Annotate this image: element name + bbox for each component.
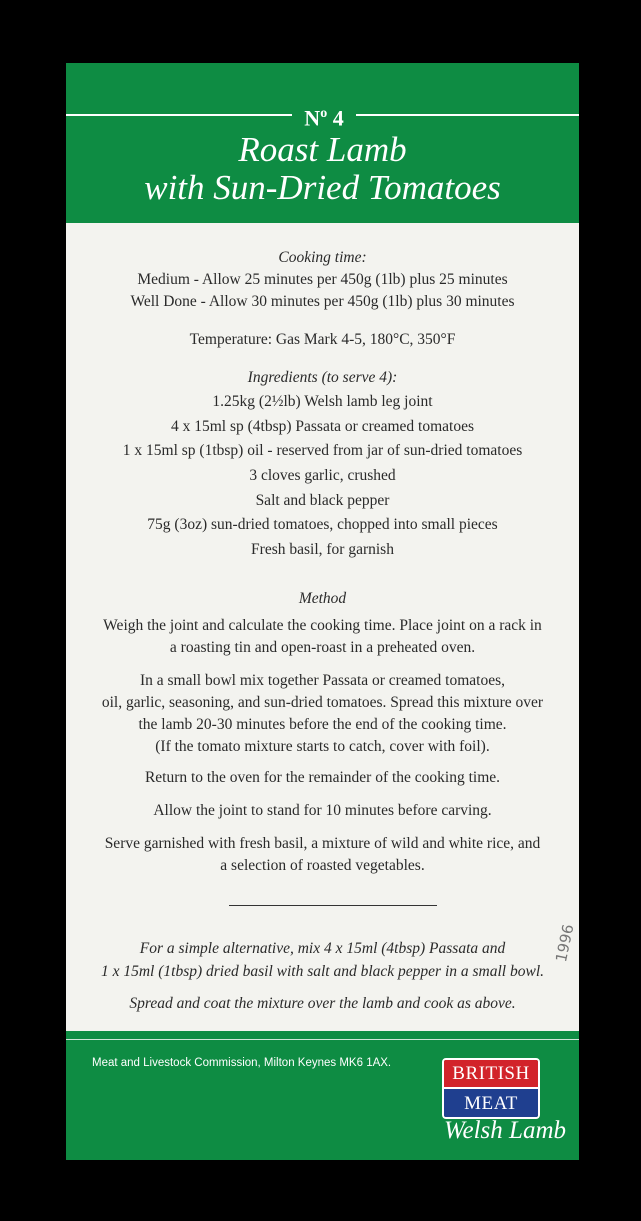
recipe-footer — [66, 1031, 579, 1160]
british-meat-logo — [442, 1058, 540, 1119]
temperature: Temperature: Gas Mark 4-5, 180°C, 350°F — [189, 331, 456, 348]
ingredient-item: 1.25kg (2½lb) Welsh lamb leg joint — [212, 393, 433, 410]
recipe-body — [66, 223, 579, 1031]
method-line: Weigh the joint and calculate the cooking time. Place joint on a rack in — [103, 617, 542, 634]
ingredient-item: 75g (3oz) sun-dried tomatoes, chopped into small pieces — [147, 516, 498, 533]
method-line: In a small bowl mix together Passata or creamed tomatoes, — [139, 672, 505, 689]
title-line-1: Roast Lamb — [238, 130, 407, 169]
alternative-line: For a simple alternative, mix 4 x 15ml (4tbsp) Passata and — [139, 940, 506, 957]
cooking-time-well-done: Well Done - Allow 30 minutes per 450g (1lb) plus 30 minutes — [130, 293, 515, 310]
recipe-number: $N^o$ 4 — [304, 105, 344, 131]
alternative-line: Spread and coat the mixture over the lamb and cook as above. — [129, 995, 516, 1012]
ingredient-item: Fresh basil, for garnish — [251, 541, 394, 558]
cooking-time-medium: Medium - Allow 25 minutes per 450g (1lb) plus 25 minutes — [137, 271, 508, 288]
cooking-time-label: Cooking time: — [278, 249, 367, 266]
recipe-number-row — [66, 99, 579, 129]
method-line: Allow the joint to stand for 10 minutes before carving. — [153, 802, 492, 819]
publisher-address: Meat and Livestock Commission, Milton Keynes MK6 1AX. — [92, 1057, 392, 1069]
ingredient-item: 3 cloves garlic, crushed — [249, 467, 396, 484]
method-line: (If the tomato mixture starts to catch, cover with foil). — [155, 738, 490, 755]
recipe-title — [66, 131, 579, 207]
method-line: a selection of roasted vegetables. — [220, 857, 425, 874]
method-line: Serve garnished with fresh basil, a mixture of wild and white rice, and — [104, 835, 541, 852]
handwritten-year-annotation: 1996 — [552, 922, 578, 964]
recipe-header — [66, 63, 579, 223]
alternative-line: 1 x 15ml (1tbsp) dried basil with salt and black pepper in a small bowl. — [100, 963, 545, 980]
divider-rule — [229, 905, 437, 906]
recipe-card — [66, 63, 579, 1160]
logo-top-text: BRITISH — [444, 1060, 538, 1087]
method-line: a roasting tin and open-roast in a preheated oven. — [169, 639, 476, 656]
ingredient-item: Salt and black pepper — [255, 492, 390, 509]
title-line-2: with Sun-Dried Tomatoes — [144, 168, 501, 207]
method-line: the lamb 20-30 minutes before the end of the cooking time. — [138, 716, 507, 733]
ingredient-item: 1 x 15ml sp (1tbsp) oil - reserved from jar of sun-dried tomatoes — [122, 442, 523, 459]
ingredients-label: Ingredients (to serve 4): — [247, 369, 398, 386]
welsh-lamb-brand: Welsh Lamb — [443, 1117, 566, 1144]
footer-rule — [66, 1039, 579, 1040]
header-rule-right — [356, 114, 579, 116]
ingredient-item: 4 x 15ml sp (4tbsp) Passata or creamed tomatoes — [170, 418, 475, 435]
method-label: Method — [298, 590, 347, 607]
logo-bottom-text: MEAT — [444, 1087, 538, 1119]
method-line: Return to the oven for the remainder of the cooking time. — [144, 769, 501, 786]
method-line: oil, garlic, seasoning, and sun-dried tomatoes. Spread this mixture over — [101, 694, 544, 711]
header-rule-left — [66, 114, 292, 116]
